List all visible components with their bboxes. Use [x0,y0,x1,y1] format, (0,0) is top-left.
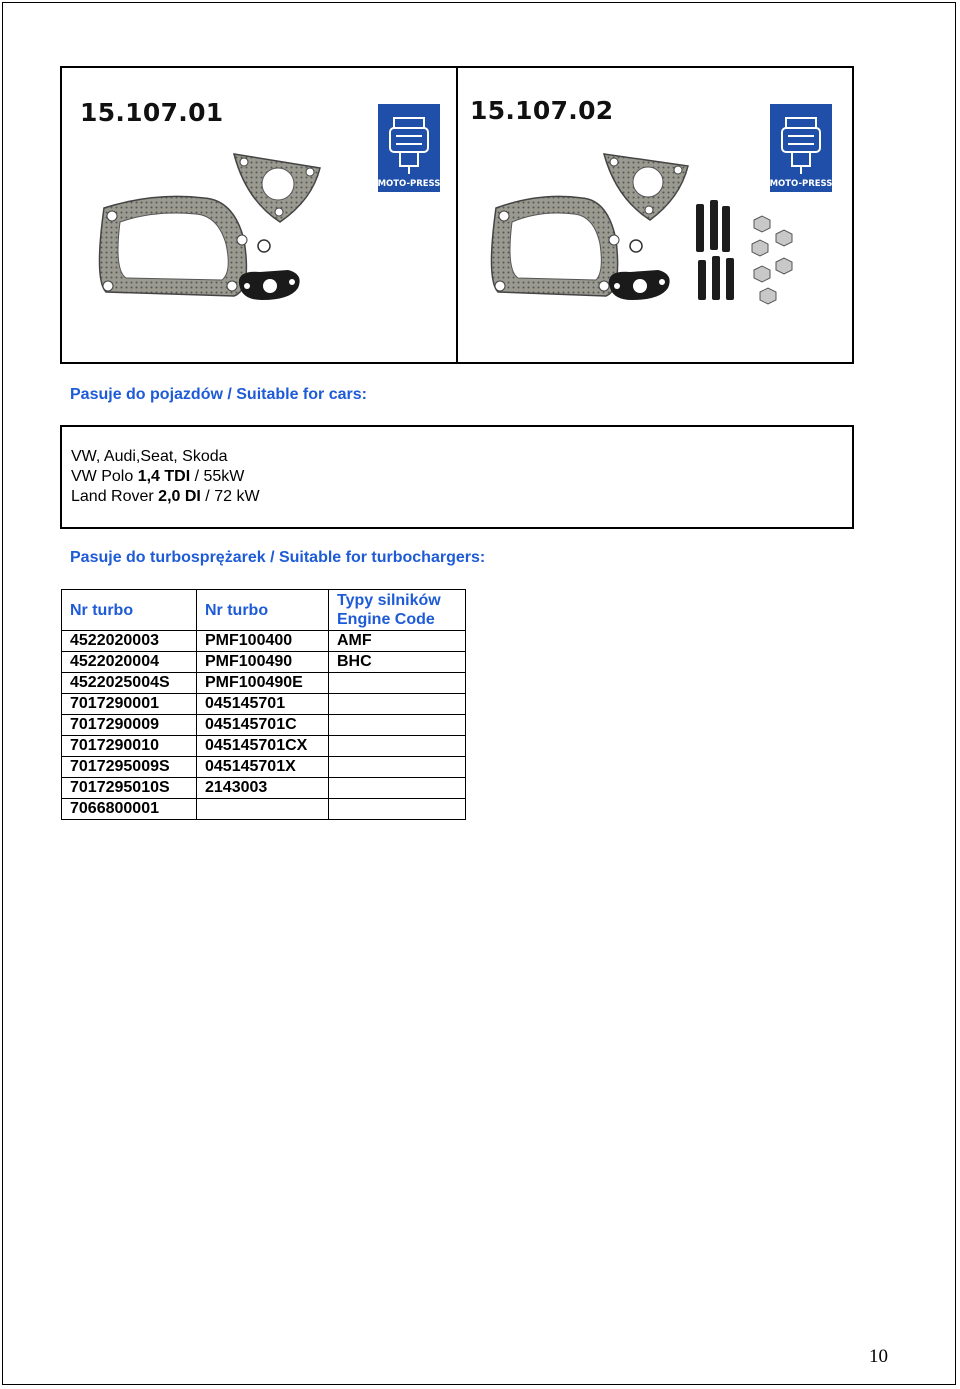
table-cell: 7017295009S [62,757,197,778]
table-row [62,736,466,757]
table-cell [197,799,329,820]
table-header-row [62,590,466,631]
kit-photo-2 [458,68,852,362]
turbo-section-title: Pasuje do turbosprężarek / Suitable for turbochargers: [70,549,486,566]
table-cell: 7017290009 [62,715,197,736]
table-row [62,757,466,778]
table-cell [329,778,466,799]
moto-press-logo [378,104,440,192]
table-cell: 7017290010 [62,736,197,757]
table-cell: AMF [329,631,466,652]
kit-code-2: 15.107.02 [470,96,614,125]
header-engine-code: Typy silników Engine Code [329,590,466,631]
table-cell: PMF100490E [197,673,329,694]
table-cell: 045145701C [197,715,329,736]
table-cell: BHC [329,652,466,673]
table-cell [329,715,466,736]
kit-photo-1 [62,68,458,362]
table-cell: 045145701 [197,694,329,715]
table-row [62,652,466,673]
table-cell [329,736,466,757]
table-cell [329,799,466,820]
table-cell: 7066800001 [62,799,197,820]
table-cell: 7017295010S [62,778,197,799]
table-cell: 4522020004 [62,652,197,673]
logo-text: MOTO-PRESS [770,179,832,189]
logo-text: MOTO-PRESS [378,179,440,189]
table-cell: 7017290001 [62,694,197,715]
car-line: VW, Audi,Seat, Skoda [71,448,228,465]
page-number: 10 [869,1346,888,1367]
table-row [62,778,466,799]
header-nr-turbo-1: Nr turbo [62,590,197,631]
table-cell: 045145701CX [197,736,329,757]
table-cell: 2143003 [197,778,329,799]
table-cell [329,694,466,715]
table-row [62,673,466,694]
table-cell [329,757,466,778]
header-nr-turbo-2: Nr turbo [197,590,329,631]
table-cell: PMF100490 [197,652,329,673]
gasket-set-image [84,140,384,320]
table-cell: 4522025004S [62,673,197,694]
table-row [62,799,466,820]
kit-code-1: 15.107.01 [80,98,224,127]
cars-box [60,425,854,529]
table-cell: 4522020003 [62,631,197,652]
car-line: VW Polo 1,4 TDI / 55kW [71,468,245,485]
turbo-table [61,589,466,820]
table-row [62,694,466,715]
car-line: Land Rover 2,0 DI / 72 kW [71,488,260,505]
table-cell: 045145701X [197,757,329,778]
cars-section-title: Pasuje do pojazdów / Suitable for cars: [70,386,367,403]
gasket-set-with-hardware-image [476,140,816,320]
product-photos [60,66,854,364]
table-row [62,631,466,652]
table-cell: PMF100400 [197,631,329,652]
table-row [62,715,466,736]
table-cell [329,673,466,694]
